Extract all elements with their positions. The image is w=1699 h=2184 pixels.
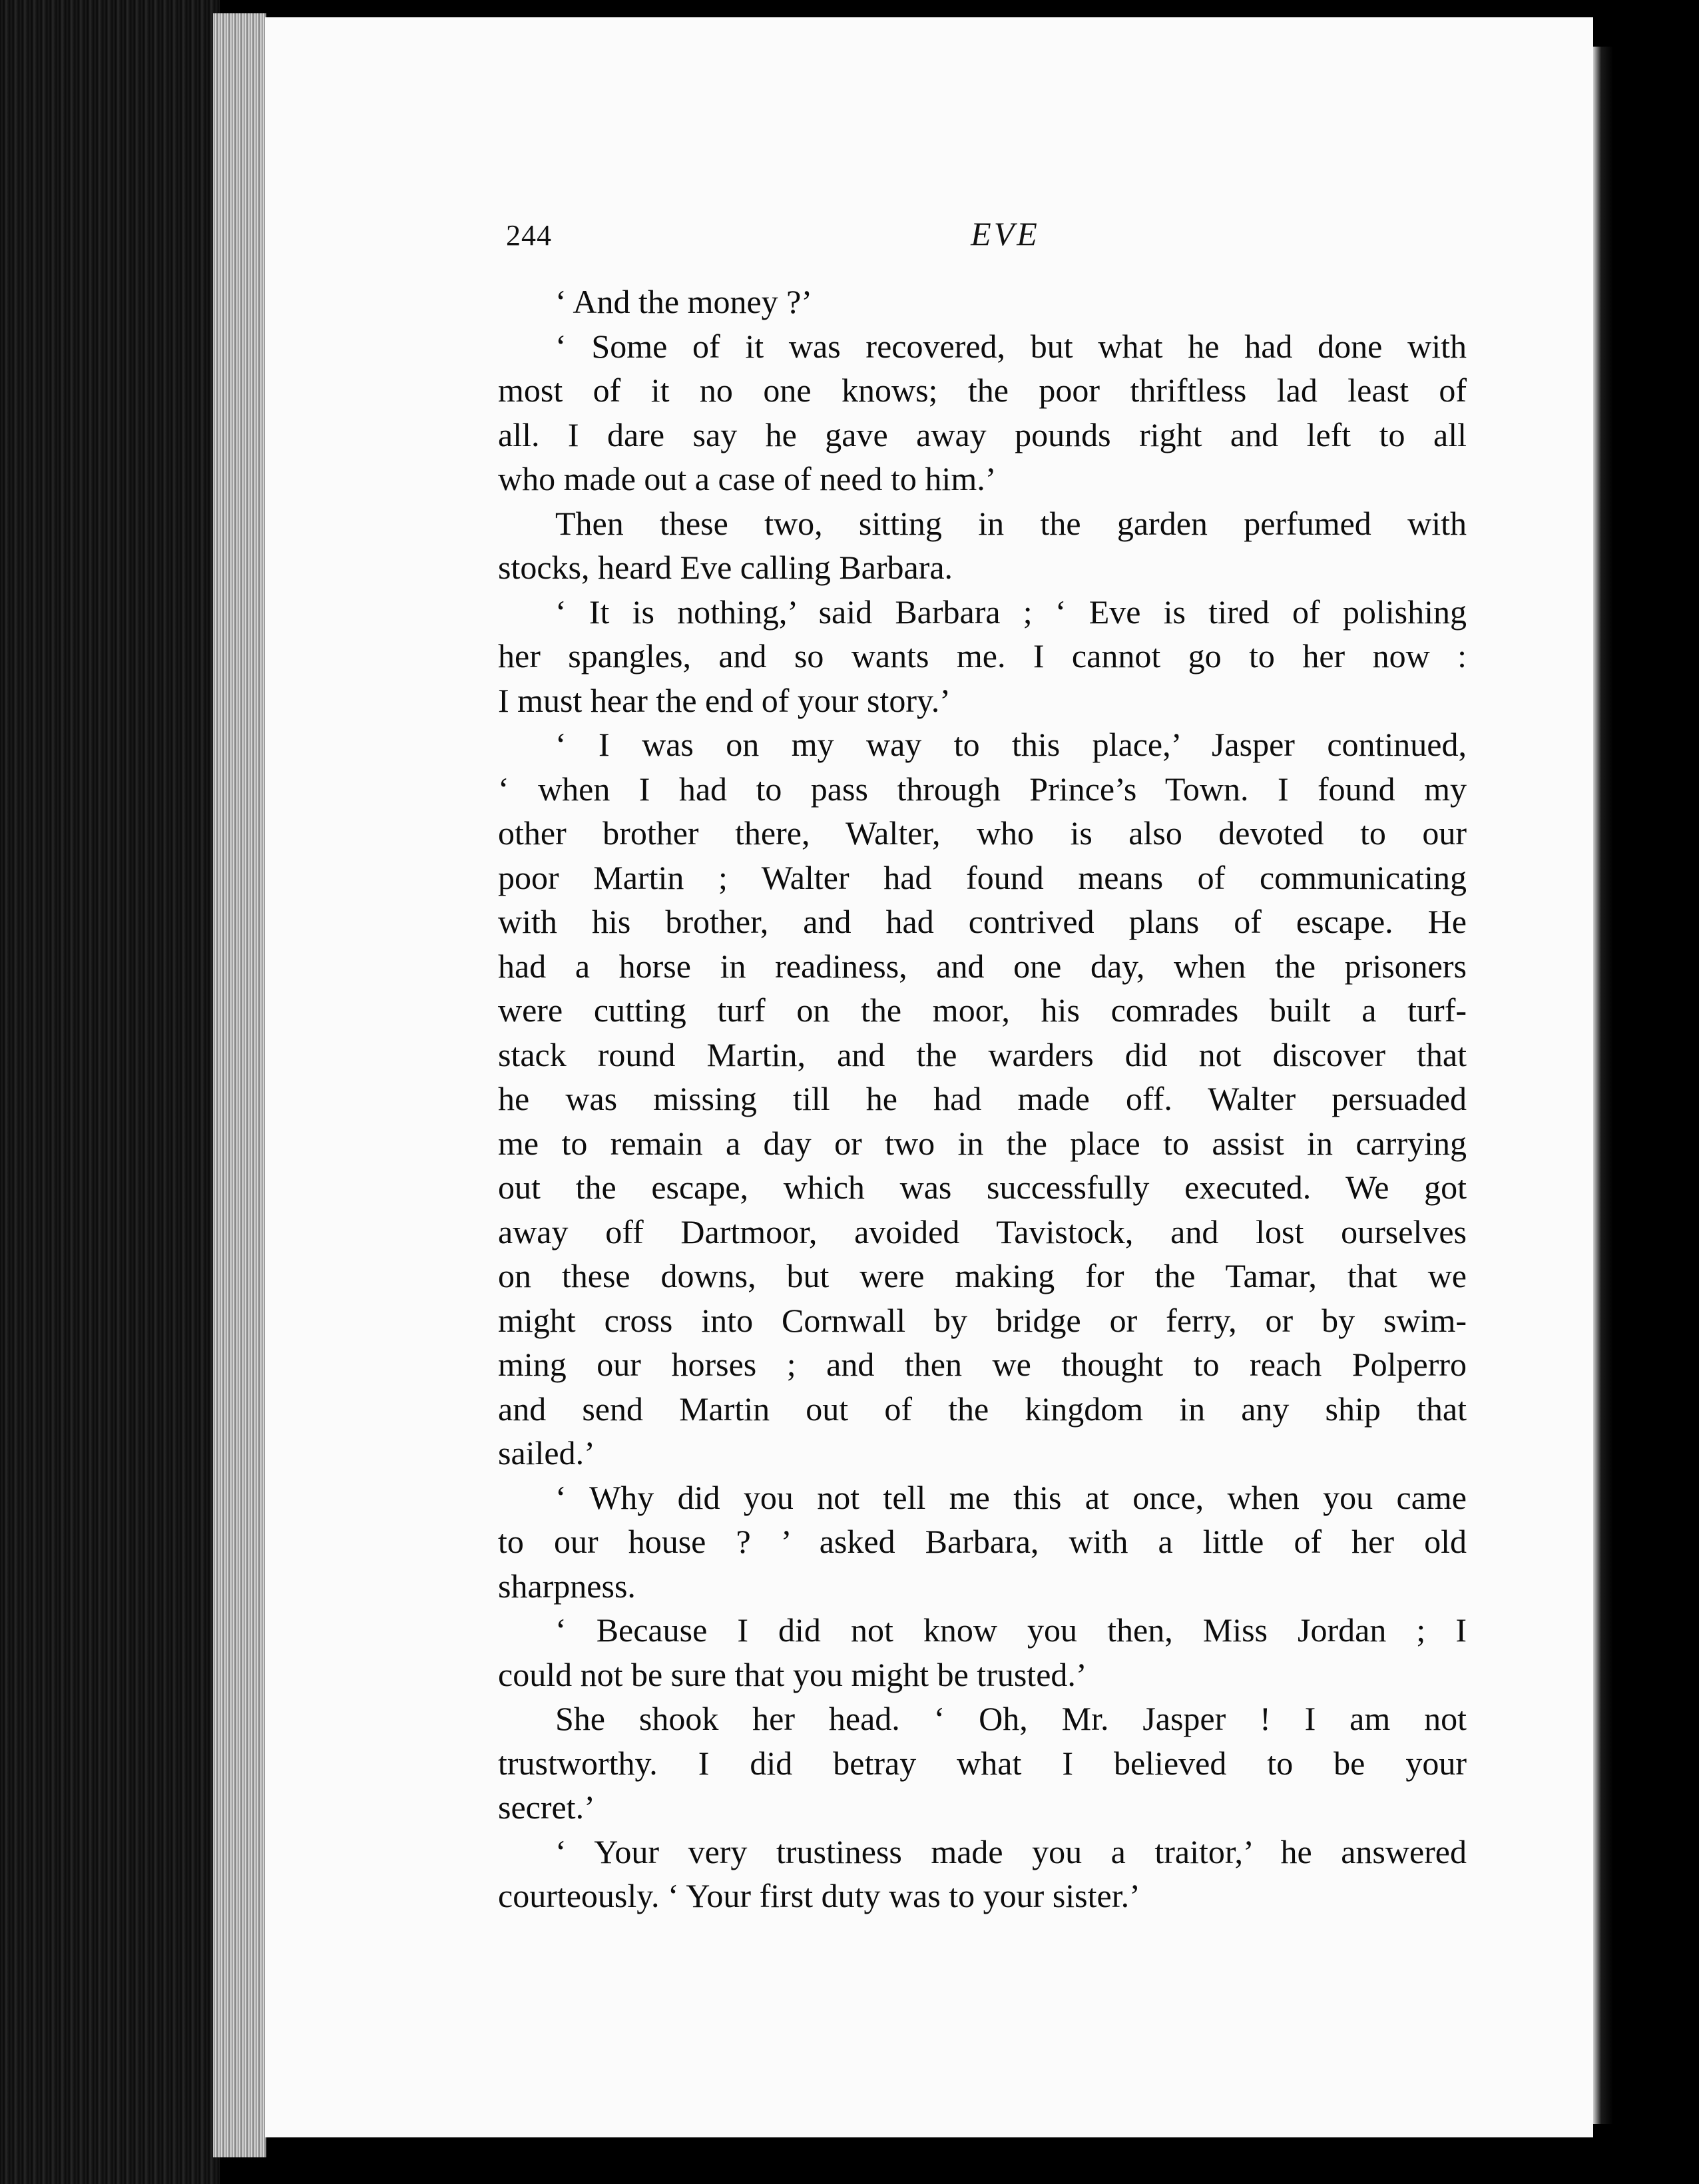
text-line: Then these two, sitting in the garden perfumed with [555, 504, 1467, 542]
page-number: 244 [506, 219, 552, 252]
text-line: ‘ It is nothing,’ said Barbara ; ‘ Eve is tired of polishing [555, 593, 1467, 631]
text-line: ‘ And the money ?’ [555, 283, 813, 320]
text-line: secret.’ [498, 1788, 595, 1826]
text-line: sailed.’ [498, 1434, 595, 1472]
text-line: might cross into Cornwall by bridge or ferry, or by swim- [498, 1301, 1467, 1339]
text-line: and send Martin out of the kingdom in any ship that [498, 1390, 1467, 1428]
text-line: on these downs, but were making for the Tamar, that we [498, 1257, 1467, 1294]
text-line: her spangles, and so wants me. I cannot go to her now : [498, 637, 1467, 675]
text-line: stocks, heard Eve calling Barbara. [498, 549, 953, 586]
text-line: ‘ Why did you not tell me this at once, when you came [555, 1478, 1467, 1516]
text-line: me to remain a day or two in the place to assist in carrying [498, 1124, 1467, 1162]
text-line: poor Martin ; Walter had found means of communicating [498, 858, 1467, 896]
text-line: who made out a case of need to him.’ [498, 460, 997, 497]
text-line: ‘ I was on my way to this place,’ Jasper continued, [555, 726, 1467, 763]
facing-page-edge [1593, 47, 1613, 2124]
running-head [506, 214, 1465, 261]
page-edges [213, 13, 266, 2157]
text-line: courteously. ‘ Your first duty was to your sister.’ [498, 1877, 1140, 1914]
text-line: he was missing till he had made off. Walter persuaded [498, 1080, 1467, 1117]
text-line: had a horse in readiness, and one day, when the prisoners [498, 947, 1467, 985]
text-line: ‘ Some of it was recovered, but what he had done with [555, 327, 1467, 365]
text-line: were cutting turf on the moor, his comrades built a turf- [498, 991, 1467, 1029]
text-line: She shook her head. ‘ Oh, Mr. Jasper ! I am not [555, 1700, 1467, 1737]
text-line: out the escape, which was successfully executed. We got [498, 1169, 1467, 1206]
text-line: all. I dare say he gave away pounds right and left to all [498, 415, 1467, 453]
text-line: with his brother, and had contrived plans of escape. He [498, 903, 1467, 940]
text-line: ‘ when I had to pass through Prince’s Town. I found my [498, 770, 1467, 808]
text-line: could not be sure that you might be trusted.’ [498, 1655, 1087, 1693]
text-line: ming our horses ; and then we thought to reach Polperro [498, 1346, 1467, 1383]
body-text [498, 280, 1467, 1918]
text-line: most of it no one knows; the poor thriftless lad least of [498, 372, 1467, 409]
text-line: away off Dartmoor, avoided Tavistock, and lost ourselves [498, 1213, 1467, 1250]
text-line: other brother there, Walter, who is also devoted to our [498, 814, 1467, 852]
book-spine [0, 0, 220, 2184]
text-line: sharpness. [498, 1567, 636, 1605]
text-line: stack round Martin, and the warders did not discover that [498, 1035, 1467, 1073]
text-line: ‘ Because I did not know you then, Miss Jordan ; I [555, 1611, 1467, 1649]
text-line: trustworthy. I did betray what I believed to be your [498, 1744, 1467, 1782]
text-line: to our house ? ’ asked Barbara, with a little of her old [498, 1523, 1467, 1560]
text-line: ‘ Your very trustiness made you a traitor,’ he answered [555, 1832, 1467, 1870]
text-line: I must hear the end of your story.’ [498, 681, 951, 719]
running-title: EVE [971, 215, 1040, 252]
